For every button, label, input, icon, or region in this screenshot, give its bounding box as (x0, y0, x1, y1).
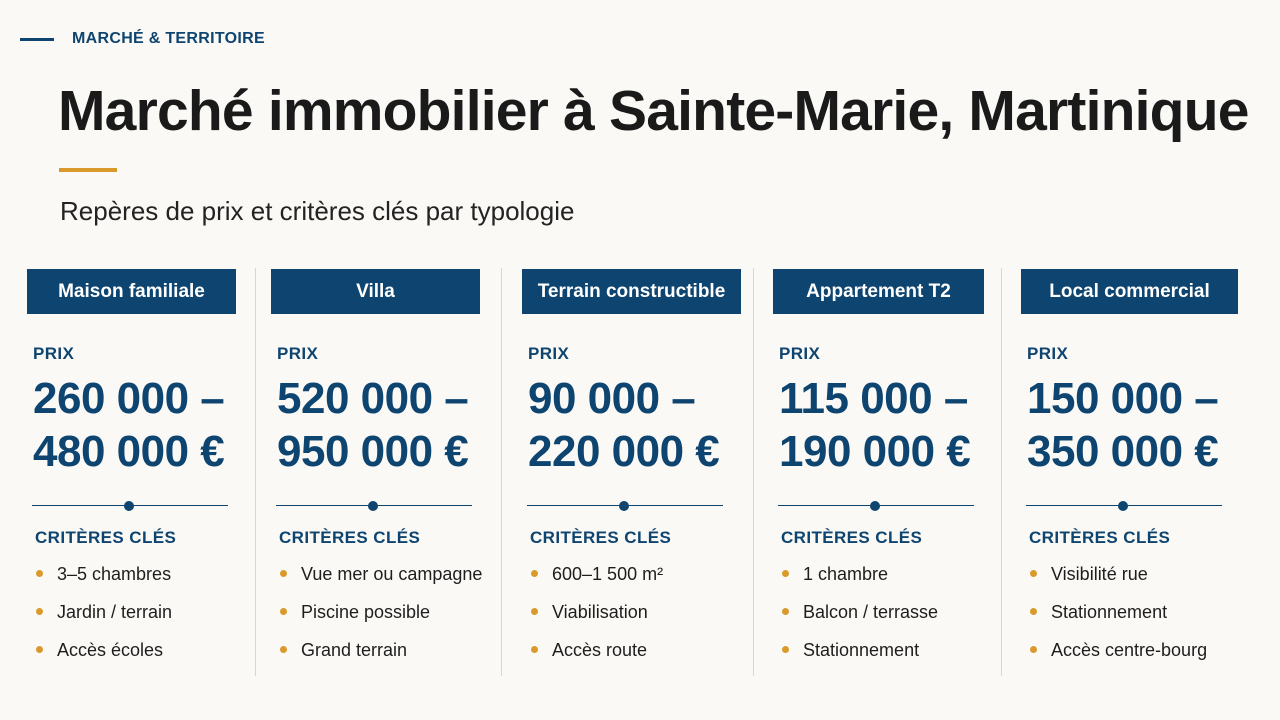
price-range (33, 372, 236, 478)
separator (778, 501, 974, 511)
card-title: Villa (271, 269, 480, 314)
bullet-icon (531, 646, 538, 653)
bullet-icon (36, 646, 43, 653)
price-max: 480 000 € (33, 427, 225, 476)
separator-dot (870, 501, 880, 511)
price-label: PRIX (277, 344, 319, 363)
separator-dot (124, 501, 134, 511)
separator (32, 501, 228, 511)
bullet-icon (782, 646, 789, 653)
criteria-list (1021, 564, 1238, 678)
price-max: 220 000 € (528, 427, 720, 476)
criteria-item (271, 564, 483, 602)
card-title: Terrain constructible (522, 269, 741, 314)
card-title: Local commercial (1021, 269, 1238, 314)
price-max: 950 000 € (277, 427, 469, 476)
price-min: 150 000 – (1027, 374, 1219, 423)
criteria-text: 3–5 chambres (57, 564, 172, 584)
criteria-text: Grand terrain (301, 640, 408, 660)
criteria-item (522, 602, 741, 640)
criteria-text: Stationnement (803, 640, 920, 660)
criteria-item (1021, 564, 1238, 602)
criteria-item (522, 640, 741, 678)
criteria-item (271, 602, 480, 640)
card-title: Appartement T2 (773, 269, 984, 314)
criteria-item (27, 602, 236, 640)
separator (276, 501, 472, 511)
criteria-text: Accès route (552, 640, 648, 660)
criteria-label: CRITÈRES CLÉS (279, 528, 421, 547)
column-divider (753, 268, 754, 676)
criteria-item (27, 564, 236, 602)
price-label: PRIX (1027, 344, 1069, 363)
bullet-icon (280, 570, 287, 577)
card-maison-familiale (27, 269, 236, 678)
criteria-text: 600–1 500 m² (552, 564, 664, 584)
price-min: 520 000 – (277, 374, 469, 423)
price-label: PRIX (33, 344, 75, 363)
eyebrow-rule (20, 38, 54, 41)
price-max: 350 000 € (1027, 427, 1219, 476)
separator (1026, 501, 1222, 511)
price-label: PRIX (528, 344, 570, 363)
criteria-text: Balcon / terrasse (803, 602, 939, 622)
criteria-list (773, 564, 984, 678)
card-terrain-constructible (522, 269, 741, 678)
bullet-icon (531, 608, 538, 615)
criteria-item (271, 640, 480, 678)
criteria-text: Accès centre-bourg (1051, 640, 1208, 660)
criteria-label: CRITÈRES CLÉS (35, 528, 177, 547)
price-range (277, 372, 480, 478)
criteria-item (1021, 640, 1238, 678)
price-max: 190 000 € (779, 427, 971, 476)
criteria-text: 1 chambre (803, 564, 889, 584)
card-local-commercial (1021, 269, 1238, 678)
bullet-icon (531, 570, 538, 577)
card-villa (271, 269, 483, 678)
card-appartement-t2 (773, 269, 984, 678)
bullet-icon (36, 608, 43, 615)
bullet-icon (782, 608, 789, 615)
criteria-text: Piscine possible (301, 602, 431, 622)
page-title: Marché immobilier à Sainte-Marie, Martinique (58, 79, 1249, 143)
criteria-text: Visibilité rue (1051, 564, 1148, 584)
criteria-list (522, 564, 741, 678)
price-range (528, 372, 741, 478)
bullet-icon (782, 570, 789, 577)
bullet-icon (1030, 646, 1037, 653)
separator-dot (619, 501, 629, 511)
bullet-icon (280, 646, 287, 653)
column-divider (501, 268, 502, 676)
criteria-label: CRITÈRES CLÉS (530, 528, 672, 547)
criteria-label: CRITÈRES CLÉS (1029, 528, 1171, 547)
criteria-label: CRITÈRES CLÉS (781, 528, 923, 547)
separator-dot (368, 501, 378, 511)
title-accent-rule (59, 168, 117, 172)
criteria-item (773, 640, 984, 678)
separator (527, 501, 723, 511)
criteria-list (27, 564, 236, 678)
bullet-icon (1030, 608, 1037, 615)
eyebrow-label: MARCHÉ & TERRITOIRE (72, 30, 265, 47)
separator-dot (1118, 501, 1128, 511)
bullet-icon (1030, 570, 1037, 577)
bullet-icon (280, 608, 287, 615)
bullet-icon (36, 570, 43, 577)
criteria-item (773, 564, 984, 602)
criteria-text: Viabilisation (552, 602, 648, 622)
criteria-item (773, 602, 984, 640)
criteria-text: Accès écoles (57, 640, 164, 660)
criteria-item (522, 564, 741, 602)
column-divider (1001, 268, 1002, 676)
card-title: Maison familiale (27, 269, 236, 314)
price-min: 260 000 – (33, 374, 225, 423)
price-range (779, 372, 984, 478)
price-min: 115 000 – (779, 374, 968, 423)
section-eyebrow (20, 30, 265, 48)
page-subtitle: Repères de prix et critères clés par typologie (60, 196, 575, 226)
criteria-item (27, 640, 236, 678)
price-min: 90 000 – (528, 374, 696, 423)
criteria-text: Vue mer ou campagne (301, 564, 483, 584)
price-range (1027, 372, 1238, 478)
criteria-list (271, 564, 483, 678)
criteria-text: Jardin / terrain (57, 602, 173, 622)
criteria-text: Stationnement (1051, 602, 1168, 622)
price-label: PRIX (779, 344, 821, 363)
criteria-item (1021, 602, 1238, 640)
column-divider (255, 268, 256, 676)
